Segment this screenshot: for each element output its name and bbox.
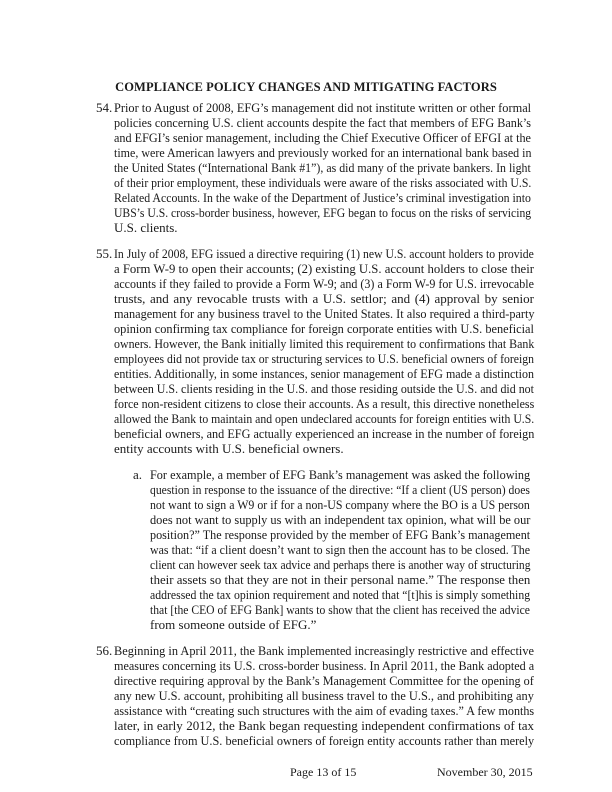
text-line: assistance with “creating such structures with the aim of evading taxes.” A few months: [114, 703, 535, 718]
text-line: was that: “if a client doesn’t want to sign then the account has to be closed. The: [150, 542, 531, 557]
text-line: position?” The response provided by the member of EFG Bank’s management: [150, 527, 531, 542]
text-line: owners. However, the Bank initially limited this requirement to confirmations that Bank: [114, 336, 535, 351]
text-line: beneficial owners, and EFG actually experienced an increase in the number of foreign: [114, 426, 535, 441]
footer-date: November 30, 2015: [437, 765, 533, 779]
text-line: does not want to supply us with an independent tax opinion, what will be our: [150, 512, 531, 527]
text-line: UBS’s U.S. cross-border business, however, EFG began to focus on the risks of servicing: [114, 205, 532, 220]
text-line: a Form W-9 to open their accounts; (2) existing U.S. account holders to close their: [114, 261, 534, 276]
text-line: the United States (“International Bank #1”), as did many of the private bankers. In light: [114, 160, 531, 175]
section-title: COMPLIANCE POLICY CHANGES AND MITIGATING FACTORS: [115, 80, 497, 94]
text-line: time, were American lawyers and previously worked for an international bank based in: [114, 145, 532, 160]
text-line: client can however seek tax advice and perhaps there is another way of structuring: [150, 557, 531, 572]
paragraph-number: 55.: [96, 246, 113, 261]
text-line: that [the CEO of EFG Bank] wants to show that the client has received the advice: [150, 602, 530, 617]
text-line: opinion confirming tax compliance for foreign corporate entities with U.S. beneficial: [114, 321, 534, 336]
text-line: trusts, and any revocable trusts with a U.S. settlor; and (4) approval by senior: [114, 291, 534, 306]
text-line: measures concerning its U.S. cross-border business. In April 2011, the Bank adopted a: [114, 658, 535, 673]
text-line: management for any business travel to the United States. It also required a third-party: [114, 306, 535, 321]
text-line: employees did not provide tax or structuring services to U.S. beneficial owners of foreign: [114, 351, 534, 366]
text-line: force non-resident citizens to close their accounts. As a result, this directive nonetheless: [114, 396, 535, 411]
text-line: between U.S. clients residing in the U.S. and those residing outside the U.S. and did not: [114, 381, 534, 396]
text-line: Prior to August of 2008, EFG’s management did not institute written or other formal: [114, 100, 532, 115]
text-line: Beginning in April 2011, the Bank implemented increasingly restrictive and effective: [114, 643, 534, 658]
text-line: not want to sign a W9 or if for a non-US company where the BO is a US person: [150, 497, 530, 512]
text-line: and EFGI’s senior management, including the Chief Executive Officer of EFGI at the: [114, 130, 531, 145]
paragraph-56: [96, 643, 535, 748]
subparagraph-a: [133, 467, 531, 632]
page-number: Page 13 of 15: [290, 765, 357, 779]
paragraph-number: 56.: [96, 643, 113, 658]
text-line: from someone outside of EFG.”: [150, 617, 317, 632]
paragraph-54: [96, 100, 532, 235]
text-line: addressed the tax opinion requirement and noted that “[t]his is simply something: [150, 587, 531, 602]
text-line: their assets so that they are not in their personal name.” The response then: [150, 572, 531, 587]
text-line: question in response to the issuance of the directive: “If a client (US person) does: [150, 482, 530, 497]
text-line: allowed the Bank to maintain and open undeclared accounts for foreign entities with U.S.: [114, 411, 535, 426]
paragraph-number: 54.: [96, 100, 113, 115]
document-body: [0, 100, 612, 748]
text-line: policies concerning U.S. client accounts despite the fact that members of EFG Bank’s: [114, 115, 532, 130]
text-line: In July of 2008, EFG issued a directive requiring (1) new U.S. account holders to provide: [114, 246, 534, 261]
text-line: entities. Additionally, in some instances, senior management of EFG made a distinction: [114, 366, 534, 381]
text-line: compliance from U.S. beneficial owners of foreign entity accounts rather than merely: [114, 733, 535, 748]
text-line: entity accounts with U.S. beneficial owners.: [114, 441, 344, 456]
text-line: any new U.S. account, prohibiting all business travel to the U.S., and prohibiting any: [114, 688, 534, 703]
text-line: Related Accounts. In the wake of the Department of Justice’s criminal investigation into: [114, 190, 531, 205]
text-line: later, in early 2012, the Bank began requesting independent confirmations of tax: [114, 718, 534, 733]
text-line: accounts if they failed to provide a Form W-9; and (3) a Form W-9 for U.S. irrevocable: [114, 276, 534, 291]
text-line: of their prior employment, these individuals were aware of the risks associated with U.S.: [114, 175, 532, 190]
paragraph-number: a.: [133, 467, 143, 482]
paragraph-55: [96, 246, 535, 456]
text-line: For example, a member of EFG Bank’s management was asked the following: [150, 467, 531, 482]
text-line: U.S. clients.: [114, 220, 178, 235]
text-line: directive requiring approval by the Bank’s Management Committee for the opening of: [114, 673, 534, 688]
